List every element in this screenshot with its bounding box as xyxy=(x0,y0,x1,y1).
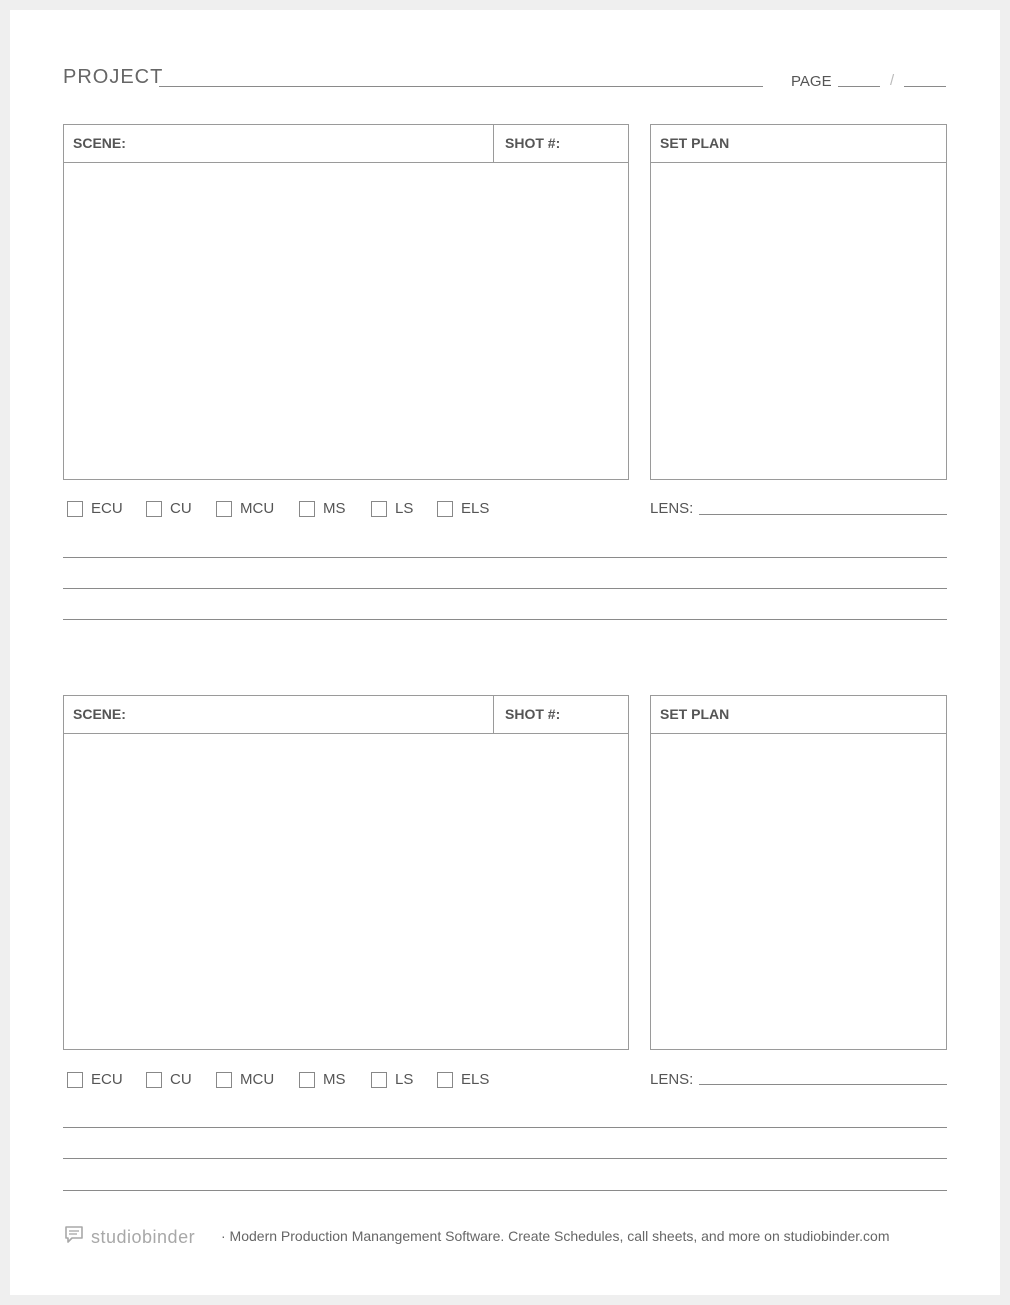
notes-line[interactable] xyxy=(63,1190,947,1191)
header-divider xyxy=(493,696,494,734)
shot-frame-header xyxy=(64,125,628,163)
shot-type-label: MCU xyxy=(240,500,275,517)
page-separator: / xyxy=(890,72,895,89)
set-plan-frame[interactable] xyxy=(650,124,947,480)
shot-type-cu[interactable] xyxy=(146,1071,192,1088)
checkbox[interactable] xyxy=(437,501,453,517)
shot-number-label: SHOT #: xyxy=(505,706,561,722)
lens-label: LENS: xyxy=(650,500,694,517)
shot-type-ecu[interactable] xyxy=(67,500,123,517)
page-total-field[interactable] xyxy=(904,86,946,87)
shot-frame[interactable] xyxy=(63,124,629,480)
checkbox[interactable] xyxy=(67,501,83,517)
shot-frame[interactable] xyxy=(63,695,629,1050)
checkbox[interactable] xyxy=(146,501,162,517)
set-plan-header xyxy=(651,125,946,163)
checkbox[interactable] xyxy=(216,1072,232,1088)
scene-label: SCENE: xyxy=(73,135,126,151)
scene-label: SCENE: xyxy=(73,706,126,722)
checkbox[interactable] xyxy=(299,501,315,517)
shot-type-els[interactable] xyxy=(437,1071,489,1088)
shot-type-label: LS xyxy=(395,1071,414,1088)
notes-line[interactable] xyxy=(63,588,947,589)
project-name-field[interactable] xyxy=(159,86,763,87)
checkbox[interactable] xyxy=(299,1072,315,1088)
studiobinder-logo xyxy=(63,1224,195,1251)
chat-bubble-icon xyxy=(63,1224,85,1251)
lens-field[interactable] xyxy=(699,1084,947,1085)
shot-type-ls[interactable] xyxy=(371,1071,413,1088)
checkbox[interactable] xyxy=(67,1072,83,1088)
shot-type-label: ECU xyxy=(91,500,123,517)
footer xyxy=(63,1224,963,1250)
header-divider xyxy=(493,125,494,163)
lens-label: LENS: xyxy=(650,1071,694,1088)
shot-type-label: LS xyxy=(395,500,414,517)
set-plan-label: SET PLAN xyxy=(660,135,730,151)
checkbox[interactable] xyxy=(216,501,232,517)
shot-type-label: ELS xyxy=(461,1071,490,1088)
set-plan-frame[interactable] xyxy=(650,695,947,1050)
shot-type-label: ECU xyxy=(91,1071,123,1088)
lens-field[interactable] xyxy=(699,514,947,515)
shot-type-ls[interactable] xyxy=(371,500,413,517)
shot-type-cu[interactable] xyxy=(146,500,192,517)
notes-line[interactable] xyxy=(63,1127,947,1128)
checkbox[interactable] xyxy=(371,1072,387,1088)
checkbox[interactable] xyxy=(146,1072,162,1088)
shot-type-label: MCU xyxy=(240,1071,275,1088)
page-number-field[interactable] xyxy=(838,86,880,87)
shot-number-label: SHOT #: xyxy=(505,135,561,151)
shot-type-els[interactable] xyxy=(437,500,489,517)
page-label: PAGE xyxy=(791,73,832,90)
set-plan-label: SET PLAN xyxy=(660,706,730,722)
footer-tagline: · Modern Production Manangement Software. Create Schedules, call sheets, and more on studiobinder.com xyxy=(221,1228,890,1244)
shot-type-label: CU xyxy=(170,500,192,517)
shot-type-mcu[interactable] xyxy=(216,1071,274,1088)
shot-type-label: CU xyxy=(170,1071,192,1088)
shot-type-mcu[interactable] xyxy=(216,500,274,517)
brand-name: studiobinder xyxy=(91,1227,196,1247)
shot-type-label: ELS xyxy=(461,500,490,517)
project-label: PROJECT xyxy=(63,66,164,88)
shot-type-ecu[interactable] xyxy=(67,1071,123,1088)
set-plan-header xyxy=(651,696,946,734)
checkbox[interactable] xyxy=(437,1072,453,1088)
notes-line[interactable] xyxy=(63,1158,947,1159)
shot-type-ms[interactable] xyxy=(299,1071,346,1088)
notes-line[interactable] xyxy=(63,557,947,558)
notes-line[interactable] xyxy=(63,619,947,620)
shot-type-label: MS xyxy=(323,500,346,517)
checkbox[interactable] xyxy=(371,501,387,517)
shot-type-ms[interactable] xyxy=(299,500,346,517)
shot-frame-header xyxy=(64,696,628,734)
storyboard-sheet xyxy=(10,10,1000,1295)
shot-type-label: MS xyxy=(323,1071,346,1088)
